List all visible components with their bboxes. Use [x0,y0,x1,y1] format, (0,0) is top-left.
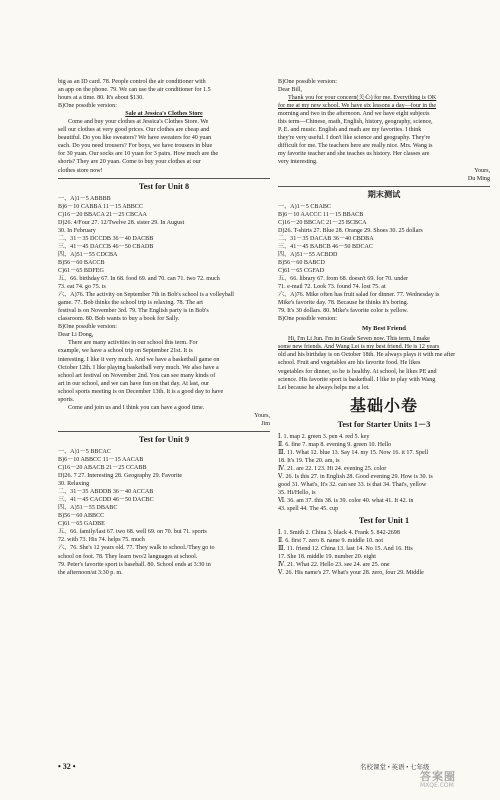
section-divider [58,431,270,432]
text-line: for 30 yuan. Our socks are 10 yuan for 3 pairs. How much are the [58,151,219,158]
text-line: 六、A)76. The activity on September 7th in Bob's school is a volleyball [58,292,234,299]
text-line: 四、A)51－55 ACBDD [278,251,338,258]
text-line: old and his birthday is on October 18th. He always plays it with me after [278,352,456,359]
text-line: Yours, [254,412,270,419]
text-line: Ⅴ. 26. His name's 27. What's your 28. zero, four 29. Middle [278,570,424,577]
text-line: big as an ID card. 78. People control the air conditioner with [58,79,206,85]
text-line: each. Do you need trousers? For boys, we have trousers in blue [58,143,213,150]
text-line: Ⅳ. 21. are 22. I 23. Hi 24. evening 25. color [278,465,387,472]
text-line: Ⅲ. 11. What 12. blue 13. Say 14. my 15. Now 16. it 17. Spell [278,449,429,456]
text-line: good 31. What's, It's 32. can see 33. is that 34. That's, yellow [278,481,427,488]
text-line: hours at a time. 80. It's about $130. [58,95,144,102]
text-line: Ⅰ. 1. map 2. green 3. pen 4. red 5. key [278,433,370,440]
text-line: B)One possible version: [58,324,117,331]
text-line: game. 77. Bob thinks the school trip is relaxing. 78. The art [58,300,203,307]
text-line: P. E. and music. English and math are my favorites. I think [278,127,422,134]
right-column [278,78,490,577]
text-line: D)26. T-shirts 27. Blue 28. Orange 29. Shoes 30. 25 dollars [278,227,423,234]
text-line: 73. eat 74. go 75. is [58,284,106,291]
section-heading: 期末测试 [367,189,401,199]
text-line: 72. with 73. His 74. helps 75. much [58,537,145,544]
text-line: Ⅵ. 36. am 37. this 38. is 39. color 40. what 41. It 42. in [278,498,414,505]
text-line: vegetables for dinner, so he is healthy. At school, he likes PE and [278,368,437,375]
section-heading: Test for Unit 9 [138,434,190,444]
text-line: 30. Relaxing [58,481,90,488]
section-heading: Test for Unit 1 [358,516,410,526]
text-line: example, we have a school trip on September 21st. It is [58,348,193,355]
text-line: 二、31－35 DCCDB 36－40 DACBB [58,235,154,242]
text-line: B)56－60 ABBCC [58,513,105,520]
text-line: 五、66. birthday 67. In 68. food 69. and 70. can 71. two 72. much [58,276,220,283]
text-line: festival is on November 3rd. 79. The English party is in Bob's [58,308,209,315]
text-line: 二、31－35 DACAB 36－40 CBDBA [278,235,374,242]
text-line: Dear Bill, [278,87,303,94]
text-line: Jim [261,420,270,427]
text-line: B)6－10 CABBA 11－15 ABBCC [58,203,143,210]
text-line: B)6－10 AACCC 11－15 BBACB [278,211,364,218]
text-line: Lei because he always helps me a lot. [278,384,370,391]
text-line: 35. Hi/Hello, is [278,489,316,496]
text-line: 一、A)1－5 ABBBB [58,195,111,202]
text-line: 三、41－45 DACCB 46－50 CBADB [58,243,154,250]
text-line: 71. e-mail 72. Look 73. found 74. lost 75. at [278,284,386,291]
text-line: 三、41－45 BABCB 46－50 BDCAC [278,243,373,250]
text-line: 79. It's 30 dollars. 80. Mike's favorite color is yellow. [278,308,408,315]
text-line: Du Ming [467,175,490,182]
text-line: Thank you for your concern(关心) for me. Everything is OK [288,95,437,102]
text-line: C)61－65 CGFAD [278,267,325,274]
text-line: Come and buy your clothes at Jessica's Clothes Store. We [68,119,209,126]
text-line: C)61－65 BDFEG [58,267,104,274]
text-line: beautiful. Do you like sweaters? We have sweaters for 40 yuan [58,135,212,142]
text-line: sell our clothes at very good prices. Our clothes are cheap and [58,127,210,134]
text-line: Ⅳ. 21. What 22. Hello 23. see 24. are 25. one [278,562,390,569]
text-line: very interesting. [278,159,318,166]
text-line: B)56－60 BABCD [278,259,325,266]
text-line: 四、A)51－55 CDCBA [58,251,118,258]
text-line: Come and join us and I think you can have a good time. [68,404,205,411]
text-line: B)One possible version: [278,316,337,323]
text-line: 三、41－45 CACDD 46－50 DACBC [58,497,154,504]
section-heading: 基础小卷 [349,395,418,415]
watermark-logo: 答案圈 [420,770,456,783]
text-line: school art festival on November 2nd. You can see many kinds of [58,372,216,379]
text-line: D)26. 4/Four 27. 12/Twelve 28. sister 29. In August [58,219,185,226]
text-line: Ⅴ. 26. Is this 27. in English 28. Good evening 29. How is 30. is [278,473,433,480]
section-divider [278,186,490,187]
text-line: B)6－10 ABBCC 11－15 AACAB [58,456,144,463]
text-line: 18. It's 19. The 20. am, is [278,457,340,464]
text-line: 六、76. She's 12 years old. 77. They walk to school./They go to [58,545,215,552]
text-line: they're very useful. I don't like science and geography. They're [278,135,431,142]
text-line: C)16－20 ABACB 21－25 CCABB [58,465,147,472]
text-line: my favorite teacher and she teaches us history. Her classes are [278,151,430,158]
text-line: Ⅱ. 6. first 7. zero 8. name 9. middle 10. not [278,538,384,545]
text-line: Ⅰ. 1. Smith 2. China 3. black 4. Frank 5. 842-2698 [278,530,400,537]
text-line: the afternoon/at 3:30 p. m. [58,569,123,576]
text-line: art in our school, and we can have fun on that day. At last, our [58,380,210,387]
text-line: 30. In February [58,227,96,234]
page-number: • 32 • [58,762,76,771]
text-line: C)16－20 BBCAC 21－25 BCBCA [278,219,367,226]
series-footer: 名校课堂 • 英语 • 七年级 [360,764,430,771]
text-line: 一、A)1－5 CBABC [278,203,331,210]
text-line: 79. Peter's favorite sport is baseball. 80. School ends at 3:30 in [58,561,211,568]
text-line: October 12th. I like playing basketball very much. We also have a [58,364,219,371]
section-divider [58,178,270,179]
text-line: school. Fruit and vegetables are his favorite food. He likes [278,360,421,367]
text-line: school on foot. 78. They learn two/2 languages at school. [58,553,198,560]
watermark-url: MXQE.COM [420,782,454,789]
text-line: clothes store now! [58,167,103,174]
text-line: There are many activities in our school this term. For [68,340,198,347]
section-heading: My Best Friend [362,325,406,333]
text-line: 五、66. library 67. from 68. doesn't 69. for 70. under [278,276,409,283]
text-line: school sports meeting is on December 13th. It is a good day to have [58,388,224,395]
text-line: 六、A)76. Mike often has fruit salad for dinner. 77. Wednesday is [278,292,440,299]
text-line: Mike's favorite day. 78. Because he thinks it's boring. [278,300,409,307]
text-line: 一、A)1－5 BBCAC [58,448,111,455]
text-line: morning and two in the afternoon. And we have eight subjects [278,111,430,118]
text-line: Hi, I'm Li Jun. I'm in Grade Seven now. This term, I make [288,336,430,343]
section-heading: Test for Starter Units 1－3 [337,419,431,429]
text-line: difficult for me. The teachers here are really nice. Mrs. Wang is [278,143,433,150]
text-line: 17. She 18. middle 19. number 20. eight [278,554,376,561]
text-line: 五、66. family/last 67. two 68. well 69. on 70. but 71. sports [58,529,207,536]
text-line: sports. [58,396,75,403]
text-line: 43. spell 44. The 45. cup [278,506,339,513]
text-line: science. His favorite sport is basketball. I like to play with Wang [278,376,436,383]
text-line: Ⅲ. 11. friend 12. China 13. last 14. No 15. And 16. His [278,546,413,553]
text-line: B)One possible version: [278,79,337,85]
left-column [58,78,270,577]
text-line: interesting. I like it very much. And we have a basketball game on [58,356,220,363]
text-line: for me at my new school. We have six lessons a day—four in the [278,103,437,110]
text-line: Yours, [474,167,490,174]
text-line: shorts? They are 20 yuan. Come to buy your clothes at our [58,159,201,166]
text-line: some new friends. And Wang Lei is my best friend. He is 12 years [278,344,440,351]
text-line: 四、A)51－55 DBABC [58,505,118,512]
text-line: this term—Chinese, math, English, history, geography, science, [278,119,433,126]
text-line: C)16－20 BBACA 21－25 CBCAA [58,211,147,218]
text-line: an app on the phone. 79. We can use the air conditioner for 1.5 [58,87,211,94]
text-line: Ⅱ. 6. fine 7. map 8. evening 9. green 10. Hello [278,441,392,448]
text-line: Dear Li Dong, [58,332,94,339]
text-line: B)56－60 BACCB [58,259,105,266]
text-line: D)26. 7 27. Interesting 28. Geography 29. Favorite [58,473,183,480]
text-line: C)61－65 GADBE [58,521,105,528]
text-line: classroom. 80. Bob wants to buy a book for Sally. [58,316,180,323]
text-line: B)One possible version: [58,103,117,110]
section-heading: Test for Unit 8 [138,181,190,191]
text-line: Sale at Jessica's Clothes Store [125,111,203,118]
text-line: 二、31－35 ABDDB 36－40 ACCAB [58,489,154,496]
